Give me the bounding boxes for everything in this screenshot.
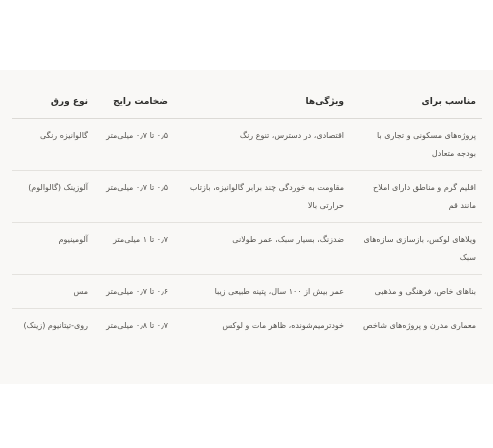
header-type: نوع ورق <box>12 88 94 119</box>
cell-thickness: ۰٫۷ تا ۱ میلی‌متر <box>94 223 174 275</box>
roof-sheet-comparison-table <box>12 88 482 342</box>
table-header-row <box>12 88 482 119</box>
cell-type: گالوانیزه رنگی <box>12 119 94 171</box>
table-row <box>12 309 482 343</box>
cell-features: خودترمیم‌شونده، ظاهر مات و لوکس <box>222 321 344 330</box>
cell-type: آلومینیوم <box>12 223 94 275</box>
cell-suitable: بناهای خاص، فرهنگی و مذهبی <box>350 275 482 309</box>
cell-suitable: پروژه‌های مسکونی و تجاری با بودجه متعادل <box>350 119 482 171</box>
header-thickness: ضخامت رایج <box>94 88 174 119</box>
cell-type: روی-تیتانیوم (زینک) <box>23 321 88 330</box>
cell-suitable: اقلیم گرم و مناطق دارای املاح مانند قم <box>350 171 482 223</box>
cell-thickness: ۰٫۶ تا ۰٫۷ میلی‌متر <box>94 275 174 309</box>
cell-features: ضدزنگ، بسیار سبک، عمر طولانی <box>174 223 350 275</box>
cell-thickness: ۰٫۵ تا ۰٫۷ میلی‌متر <box>94 171 174 223</box>
cell-suitable: معماری مدرن و پروژه‌های شاخص <box>363 321 476 330</box>
header-features: ویژگی‌ها <box>174 88 350 119</box>
cell-features: اقتصادی، در دسترس، تنوع رنگ <box>174 119 350 171</box>
cell-thickness: ۰٫۷ تا ۰٫۸ میلی‌متر <box>106 321 168 330</box>
cell-features: مقاومت به خوردگی چند برابر گالوانیزه، بازتاب حرارتی بالا <box>174 171 350 223</box>
cell-features: عمر بیش از ۱۰۰ سال، پتینه طبیعی زیبا <box>174 275 350 309</box>
table-row <box>12 275 482 309</box>
table-row <box>12 119 482 171</box>
cell-type: آلوزینک (گالوالوم) <box>12 171 94 223</box>
table-panel <box>0 70 493 384</box>
cell-suitable: ویلاهای لوکس، بازسازی سازه‌های سبک <box>350 223 482 275</box>
cell-thickness: ۰٫۵ تا ۰٫۷ میلی‌متر <box>94 119 174 171</box>
header-suitable: مناسب برای <box>350 88 482 119</box>
table-row <box>12 223 482 275</box>
table-row <box>12 171 482 223</box>
cell-type: مس <box>12 275 94 309</box>
